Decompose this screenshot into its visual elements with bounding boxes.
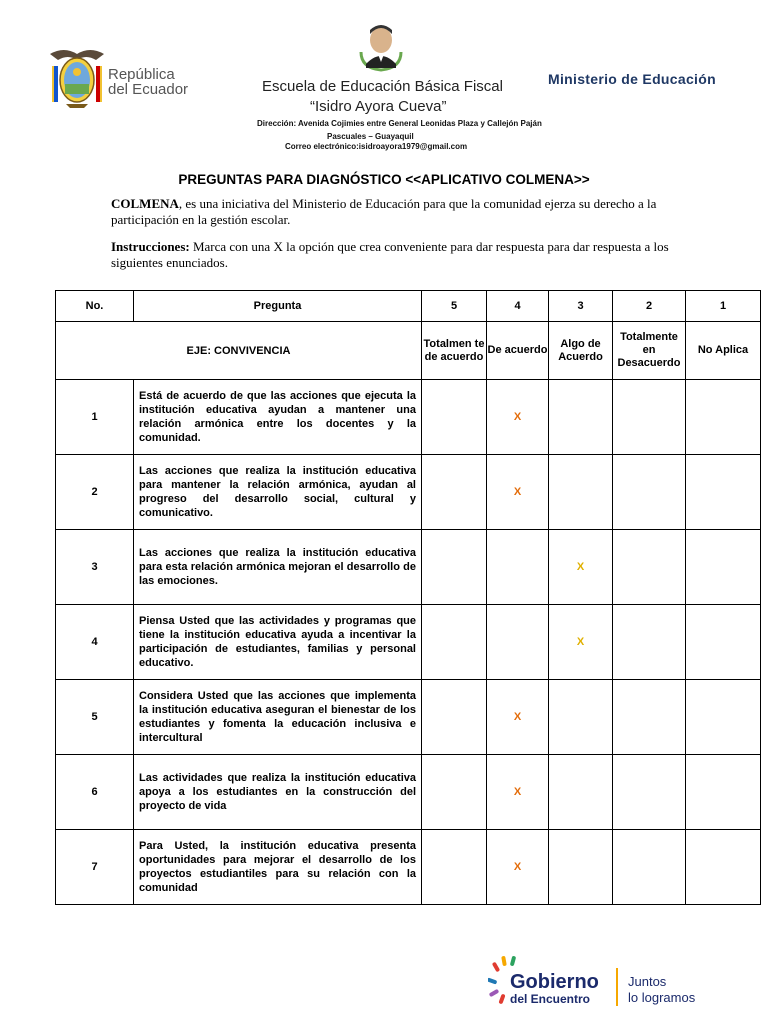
republica-del-ecuador-text: República del Ecuador <box>108 66 189 98</box>
scale-label: Algo de Acuerdo <box>549 322 613 380</box>
table-row <box>56 680 761 755</box>
question-text: Está de acuerdo de que las acciones que ejecuta la institución educativa ayudan a mantener una relación armónica entre los docentes y la comunidad. <box>134 380 422 455</box>
answer-cell-3[interactable] <box>549 605 613 680</box>
answer-cell-1[interactable] <box>686 380 761 455</box>
answer-cell-5[interactable] <box>422 830 487 905</box>
answer-cell-2[interactable] <box>613 380 686 455</box>
answer-cell-4[interactable] <box>487 830 549 905</box>
table-row <box>56 530 761 605</box>
question-number: 7 <box>56 830 134 905</box>
table-row <box>56 380 761 455</box>
table-row <box>56 830 761 905</box>
answer-cell-1[interactable] <box>686 605 761 680</box>
scale-label: Totalmen te de acuerdo <box>422 322 487 380</box>
school-address: Dirección: Avenida Cojimies entre General Leonidas Plaza y Callejón Paján <box>257 119 542 128</box>
answer-cell-3[interactable] <box>549 755 613 830</box>
school-name-line2: “Isidro Ayora Cueva” <box>310 98 447 115</box>
answer-mark: X <box>513 411 522 423</box>
answer-cell-5[interactable] <box>422 455 487 530</box>
answer-cell-4[interactable] <box>487 605 549 680</box>
survey-table <box>55 290 761 905</box>
ecuador-coat-of-arms-icon <box>46 44 108 110</box>
col-pregunta-header: Pregunta <box>134 291 422 322</box>
school-name-line1: Escuela de Educación Básica Fiscal <box>262 78 503 95</box>
answer-mark: X <box>513 486 522 498</box>
question-number: 6 <box>56 755 134 830</box>
answer-cell-4[interactable] <box>487 380 549 455</box>
question-number: 5 <box>56 680 134 755</box>
answer-cell-1[interactable] <box>686 755 761 830</box>
isidro-ayora-portrait-icon <box>358 18 404 74</box>
answer-cell-5[interactable] <box>422 755 487 830</box>
answer-cell-1[interactable] <box>686 455 761 530</box>
juntos-text: Juntos <box>628 974 667 989</box>
answer-cell-5[interactable] <box>422 605 487 680</box>
question-text: Piensa Usted que las actividades y programas que tiene la institución educativa ayuda a incentivar la participación de estudiantes, familias y personal educativo. <box>134 605 422 680</box>
answer-cell-3[interactable] <box>549 680 613 755</box>
school-city: Pascuales – Guayaquil <box>327 132 414 141</box>
answer-cell-2[interactable] <box>613 755 686 830</box>
answer-cell-3[interactable] <box>549 455 613 530</box>
scale-label: No Aplica <box>686 322 761 380</box>
question-text: Las actividades que realiza la institución educativa apoya a los estudiantes en la construcción del proyecto de vida <box>134 755 422 830</box>
question-number: 2 <box>56 455 134 530</box>
document-title: PREGUNTAS PARA DIAGNÓSTICO <<APLICATIVO COLMENA>> <box>178 172 590 187</box>
answer-cell-2[interactable] <box>613 605 686 680</box>
answer-cell-4[interactable] <box>487 680 549 755</box>
scale-label: De acuerdo <box>487 322 549 380</box>
lo-logramos-text: lo logramos <box>628 990 696 1005</box>
answer-cell-4[interactable] <box>487 455 549 530</box>
question-number: 4 <box>56 605 134 680</box>
answer-cell-3[interactable] <box>549 380 613 455</box>
answer-cell-5[interactable] <box>422 380 487 455</box>
scale-label-row <box>56 322 761 380</box>
answer-cell-5[interactable] <box>422 680 487 755</box>
answer-mark: X <box>513 711 522 723</box>
answer-cell-4[interactable] <box>487 530 549 605</box>
answer-cell-3[interactable] <box>549 830 613 905</box>
scale-number: 1 <box>686 291 761 322</box>
question-text: Las acciones que realiza la institución educativa para esta relación armónica mejoran el desarrollo de las emociones. <box>134 530 422 605</box>
question-number: 1 <box>56 380 134 455</box>
answer-cell-1[interactable] <box>686 680 761 755</box>
table-row <box>56 755 761 830</box>
answer-cell-2[interactable] <box>613 530 686 605</box>
del-encuentro-text: del Encuentro <box>510 992 591 1006</box>
answer-mark: X <box>576 561 585 573</box>
scale-number: 5 <box>422 291 487 322</box>
table-row <box>56 605 761 680</box>
scale-label: Totalmente en Desacuerdo <box>613 322 686 380</box>
scale-number: 3 <box>549 291 613 322</box>
question-text: Para Usted, la institución educativa presenta oportunidades para mejorar el desarrollo de los proyectos estudiantiles para su relación con la comunidad <box>134 830 422 905</box>
answer-cell-5[interactable] <box>422 530 487 605</box>
answer-cell-2[interactable] <box>613 680 686 755</box>
eje-title: EJE: CONVIVENCIA <box>56 322 422 380</box>
col-no-header: No. <box>56 291 134 322</box>
school-email: Correo electrónico:isidroayora1979@gmail.com <box>285 142 468 151</box>
question-number: 3 <box>56 530 134 605</box>
scale-number: 4 <box>487 291 549 322</box>
instructions-paragraph: Instrucciones: Marca con una X la opción que crea conveniente para dar respuesta para dar respuesta a los siguientes enunciados. <box>111 239 669 270</box>
gobierno-text: Gobierno <box>510 971 599 993</box>
answer-mark: X <box>576 636 585 648</box>
question-text: Considera Usted que las acciones que implementa la institución educativa aseguran el bienestar de los estudiantes y fomenta la educación inclusiva e intercultural <box>134 680 422 755</box>
table-header-row <box>56 291 761 322</box>
answer-cell-1[interactable] <box>686 530 761 605</box>
answer-mark: X <box>513 786 522 798</box>
answer-cell-1[interactable] <box>686 830 761 905</box>
gobierno-del-encuentro-logo-icon <box>488 952 718 1008</box>
answer-cell-2[interactable] <box>613 830 686 905</box>
answer-cell-2[interactable] <box>613 455 686 530</box>
answer-cell-4[interactable] <box>487 755 549 830</box>
answer-cell-3[interactable] <box>549 530 613 605</box>
question-text: Las acciones que realiza la institución educativa para mantener la relación armónica, ayudan al progreso del desarrollo social, cultural y comunicativo. <box>134 455 422 530</box>
colmena-paragraph: COLMENA, es una iniciativa del Ministerio de Educación para que la comunidad ejerza su derecho a la participación en la gestión escolar. <box>111 196 657 227</box>
ministerio-logo-text: Ministerio de Educación <box>548 71 716 87</box>
table-row <box>56 455 761 530</box>
answer-mark: X <box>513 861 522 873</box>
scale-number: 2 <box>613 291 686 322</box>
